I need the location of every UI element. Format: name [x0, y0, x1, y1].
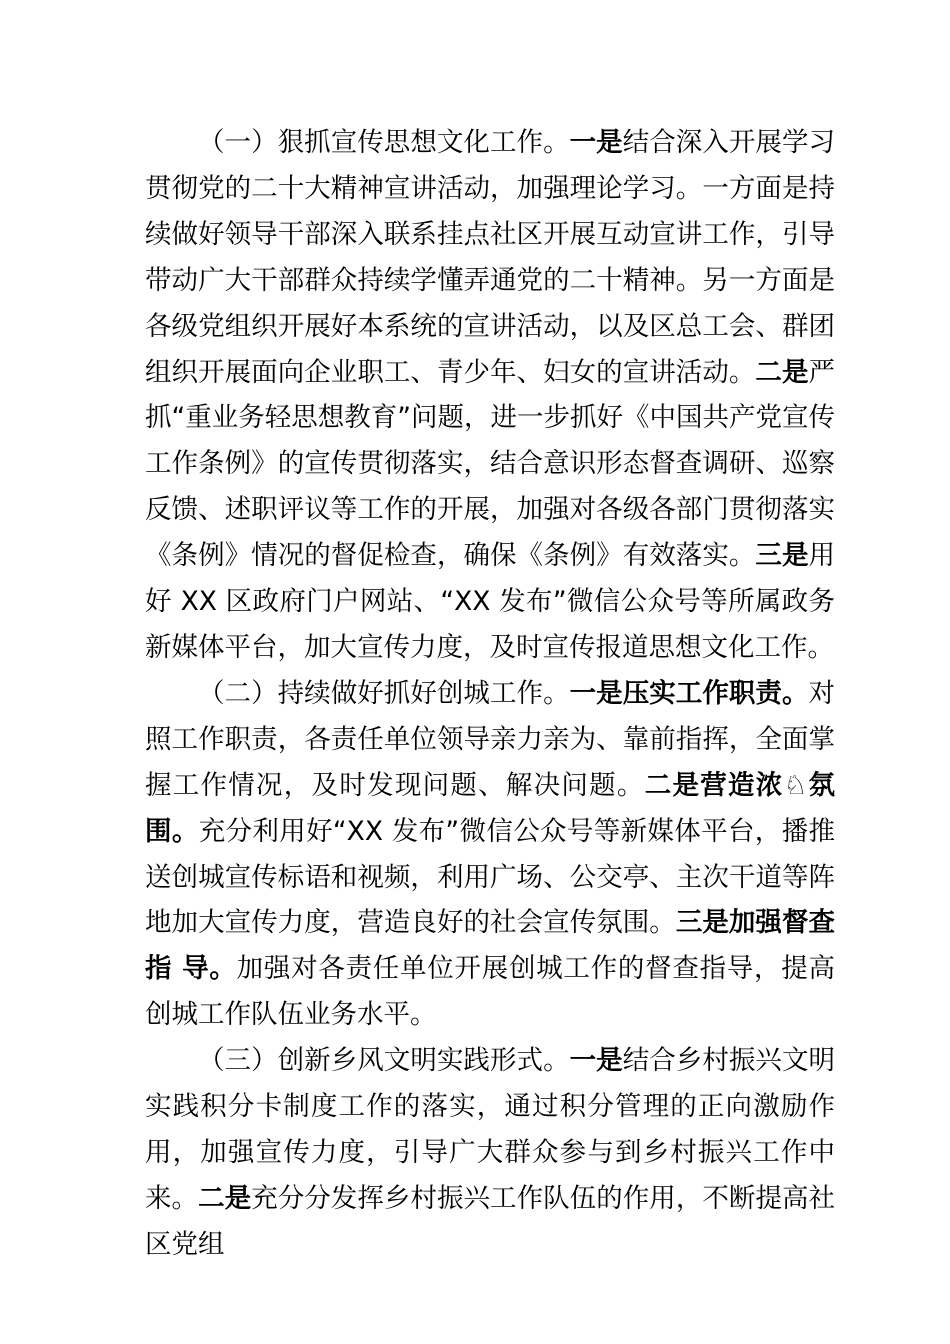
point-marker-1: 一是 — [569, 1045, 623, 1077]
point-text-2: 充分利用好“XX 发布”微信公众号等新媒体平台，播推送创城宣传标语和视频，利用广场、公交亭、主次干道等阵地加大宣传力度，营造良好的社会宣传氛围。 — [145, 815, 835, 939]
point-text-3: 用好 XX 区政府门户网站、“XX 发布”微信公众号等所属政务新媒体平台，加大宣传力度，及时宣传报道思想文化工作。 — [145, 540, 836, 663]
point-marker-3: 三是 — [755, 540, 809, 572]
section-heading-1: （一）狠抓宣传思想文化工作。 — [198, 127, 570, 158]
paragraph-civilized-city — [145, 671, 835, 1038]
point-marker-2: 二是营造浓♘氛围。 — [145, 769, 836, 847]
document-body — [145, 120, 835, 1268]
section-heading-3: （三）创新乡风文明实践形式。 — [198, 1045, 570, 1077]
section-heading-2: （二）持续做好抓好创城工作。 — [198, 677, 570, 709]
point-text-2: 充分分发挥乡村振兴工作队伍的作用，不断提高社区党组 — [145, 1182, 836, 1260]
point-marker-2: 二是 — [755, 356, 809, 388]
point-text-1: 对照工作职责，各责任单位领导亲力亲为、靠前指挥，全面掌握工作情况，及时发现问题、解决问题。 — [145, 677, 836, 801]
point-marker-2: 二是 — [198, 1182, 252, 1214]
paragraph-propaganda-work — [145, 120, 835, 671]
point-marker-1: 一是压实工作职责。 — [569, 677, 809, 709]
point-text-1: 结合乡村振兴文明实践积分卡制度工作的落实，通过积分管理的正向激励作用，加强宣传力度，引导广大群众参与到乡村振兴工作中来。 — [145, 1045, 836, 1214]
point-text-3: 加强对各责任单位开展创城工作的督查指导，提高创城工作队伍业务水平。 — [145, 953, 835, 1031]
point-text-1: 结合深入开展学习贯彻党的二十大精神宣讲活动，加强理论学习。一方面是持续做好领导干部深入联系挂点社区开展互动宣讲工作，引导带动广大干部群众持续学懂弄通党的二十精神。另一方面是各级党组织开展好本系统的宣讲活动，以及区总工会、群团组织开展面向企业职工、青少年、妇女的宣讲活动。 — [145, 127, 836, 388]
paragraph-rural-civilization — [145, 1038, 835, 1268]
point-text-2: 严抓“重业务轻思想教育”问题，进一步抓好《中国共产党宣传工作条例》的宣传贯彻落实，结合意识形态督查调研、巡察反馈、述职评议等工作的开展，加强对各级各部门贯彻落实《条例》情况的督促检查，确保《条例》有效落实。 — [145, 356, 836, 572]
point-marker-1: 一是 — [569, 127, 623, 158]
point-marker-3: 三是加强督查指 导。 — [145, 907, 836, 985]
